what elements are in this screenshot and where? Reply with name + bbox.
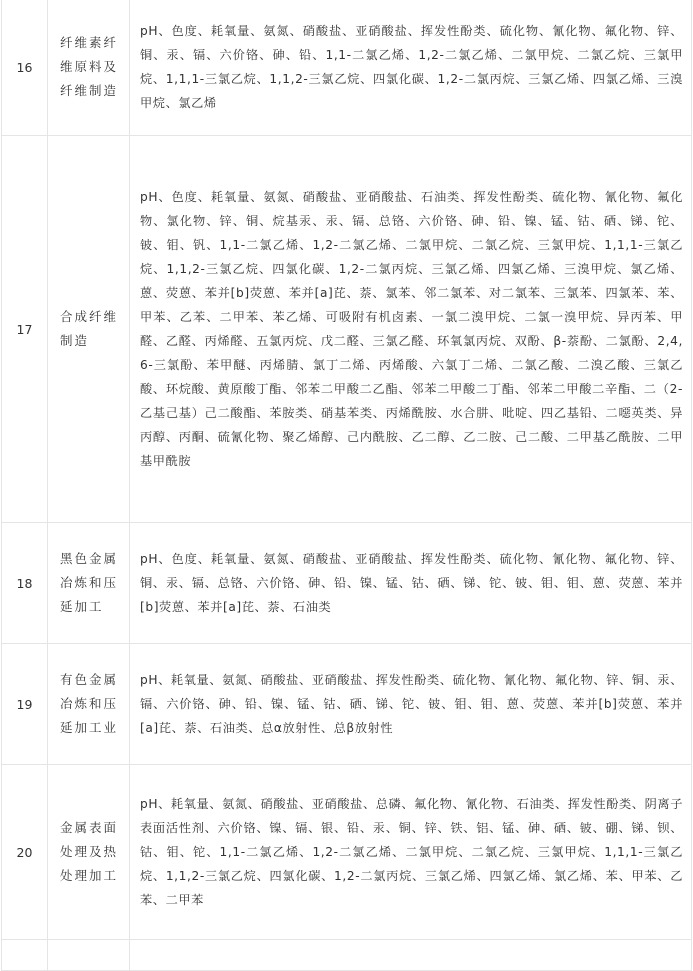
empty-cell — [2, 940, 48, 971]
table-row — [2, 0, 692, 136]
industry-name: 纤维素纤维原料及纤维制造 — [48, 0, 130, 136]
pollutant-list: pH、耗氧量、氨氮、硝酸盐、亚硝酸盐、总磷、氟化物、氰化物、石油类、挥发性酚类、阴离子表面活性剂、六价铬、镍、镉、银、铅、汞、铜、锌、铁、铝、锰、砷、硒、铍、硼、锑、钡、钴、钼、铊、1,1-二氯乙烯、1,2-二氯乙烯、二氯甲烷、二氯乙烷、三氯甲烷、1,1,1-三氯乙烷、1,1,2-三氯乙烷、四氯化碳、1,2-二氯丙烷、三氯乙烯、四氯乙烯、氯乙烯、苯、甲苯、乙苯、二甲苯 — [130, 765, 692, 940]
industry-name: 金属表面处理及热处理加工 — [48, 765, 130, 940]
row-number: 17 — [2, 136, 48, 523]
table-row — [2, 523, 692, 644]
row-number: 19 — [2, 644, 48, 765]
pollutant-list: pH、色度、耗氧量、氨氮、硝酸盐、亚硝酸盐、挥发性酚类、硫化物、氰化物、氟化物、锌、铜、汞、镉、总铬、六价铬、砷、铅、镍、锰、钴、硒、锑、铊、铍、钼、钼、蒽、荧蒽、苯并[b]荧蒽、苯并[a]芘、萘、石油类 — [130, 523, 692, 644]
industry-name: 黑色金属冶炼和压延加工 — [48, 523, 130, 644]
pollutant-list: pH、色度、耗氧量、氨氮、硝酸盐、亚硝酸盐、石油类、挥发性酚类、硫化物、氰化物、氟化物、氯化物、锌、铜、烷基汞、汞、镉、总铬、六价铬、砷、铅、镍、锰、钴、硒、锑、铊、铍、钼、钒、1,1-二氯乙烯、1,2-二氯乙烯、二氯甲烷、二氯乙烷、三氯甲烷、1,1,1-三氯乙烷、1,1,2-三氯乙烷、四氯化碳、1,2-二氯丙烷、三氯乙烯、四氯乙烯、三溴甲烷、氯乙烯、蒽、荧蒽、苯并[b]荧蒽、苯并[a]芘、萘、氯苯、邻二氯苯、对二氯苯、三氯苯、四氯苯、苯、甲苯、乙苯、二甲苯、苯乙烯、可吸附有机卤素、一氯二溴甲烷、二氯一溴甲烷、异丙苯、甲醛、乙醛、丙烯醛、五氯丙烷、戊二醛、三氯乙醛、环氧氯丙烷、双酚、β-萘酚、二氯酚、2,4,6-三氯酚、苯甲醚、丙烯腈、氯丁二烯、丙烯酸、六氯丁二烯、二氯乙酸、二溴乙酸、三氯乙酸、环烷酸、黄原酸丁酯、邻苯二甲酸二乙酯、邻苯二甲酸二丁酯、邻苯二甲酸二辛酯、二（2-乙基己基）己二酸酯、苯胺类、硝基苯类、丙烯酰胺、水合肼、吡啶、四乙基铅、二噁英类、异丙醇、丙酮、硫氰化物、聚乙烯醇、己内酰胺、乙二醇、乙二胺、己二酸、二甲基乙酰胺、二甲基甲酰胺 — [130, 136, 692, 523]
row-number: 18 — [2, 523, 48, 644]
table-row — [2, 644, 692, 765]
empty-cell — [130, 940, 692, 971]
industry-name: 有色金属冶炼和压延加工业 — [48, 644, 130, 765]
table-row-partial — [2, 940, 692, 971]
pollutant-list: pH、色度、耗氧量、氨氮、硝酸盐、亚硝酸盐、挥发性酚类、硫化物、氰化物、氟化物、锌、铜、汞、镉、六价铬、砷、铅、1,1-二氯乙烯、1,2-二氯乙烯、二氯甲烷、二氯乙烷、三氯甲烷、1,1,1-三氯乙烷、1,1,2-三氯乙烷、四氯化碳、1,2-二氯丙烷、三氯乙烯、四氯乙烯、三溴甲烷、氯乙烯 — [130, 0, 692, 136]
empty-cell — [48, 940, 130, 971]
row-number: 20 — [2, 765, 48, 940]
row-number: 16 — [2, 0, 48, 136]
pollutant-table — [1, 0, 692, 971]
table-row — [2, 765, 692, 940]
table-row — [2, 136, 692, 523]
industry-name: 合成纤维制造 — [48, 136, 130, 523]
pollutant-list: pH、耗氧量、氨氮、硝酸盐、亚硝酸盐、挥发性酚类、硫化物、氰化物、氟化物、锌、铜、汞、镉、六价铬、砷、铅、镍、锰、钴、硒、锑、铊、铍、钼、钼、蒽、荧蒽、苯并[b]荧蒽、苯并[a]芘、萘、石油类、总α放射性、总β放射性 — [130, 644, 692, 765]
